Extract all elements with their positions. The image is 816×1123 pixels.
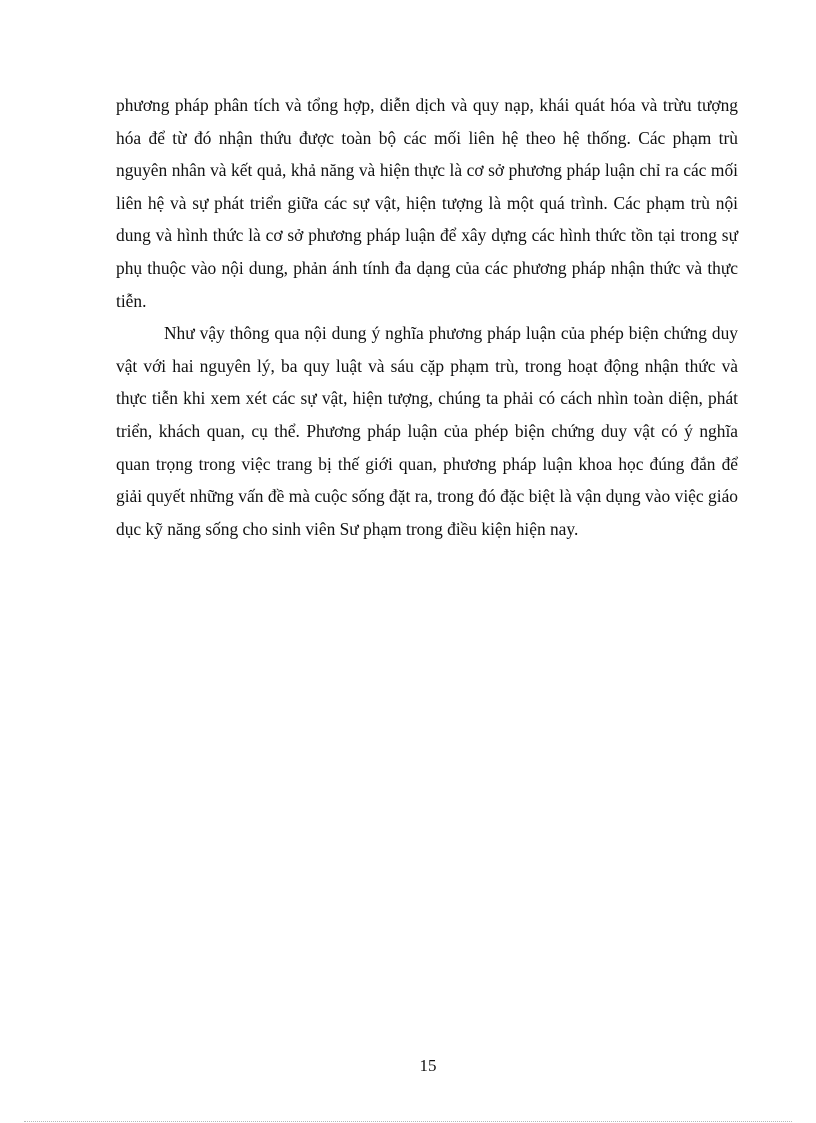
page-number: 15 xyxy=(419,1056,437,1075)
body-text xyxy=(116,89,738,545)
page-bottom-divider xyxy=(24,1121,792,1122)
paragraph-conclusion: Như vậy thông qua nội dung ý nghĩa phương pháp luận của phép biện chứng duy vật với hai nguyên lý, ba quy luật và sáu cặp phạm trù, trong hoạt động nhận thức và thực tiễn khi xem xét các sự vật, hiện tượng, chúng ta phải có cách nhìn toàn diện, phát triển, khách quan, cụ thể. Phương pháp luận của phép biện chứng duy vật có ý nghĩa quan trọng trong việc trang bị thế giới quan, phương pháp luận khoa học đúng đắn để giải quyết những vấn đề mà cuộc sống đặt ra, trong đó đặc biệt là vận dụng vào việc giáo dục kỹ năng sống cho sinh viên Sư phạm trong điều kiện hiện nay. xyxy=(116,323,738,539)
paragraph-continuation: phương pháp phân tích và tổng hợp, diễn dịch và quy nạp, khái quát hóa và trừu tượng hóa để từ đó nhận thứu được toàn bộ các mối liên hệ theo hệ thống. Các phạm trù nguyên nhân và kết quả, khả năng và hiện thực là cơ sở phương pháp luận chỉ ra các mối liên hệ và sự phát triển giữa các sự vật, hiện tượng là một quá trình. Các phạm trù nội dung và hình thức là cơ sở phương pháp luận để xây dựng các hình thức tồn tại trong sự phụ thuộc vào nội dung, phản ánh tính đa dạng của các phương pháp nhận thức và thực tiễn. xyxy=(116,95,738,311)
